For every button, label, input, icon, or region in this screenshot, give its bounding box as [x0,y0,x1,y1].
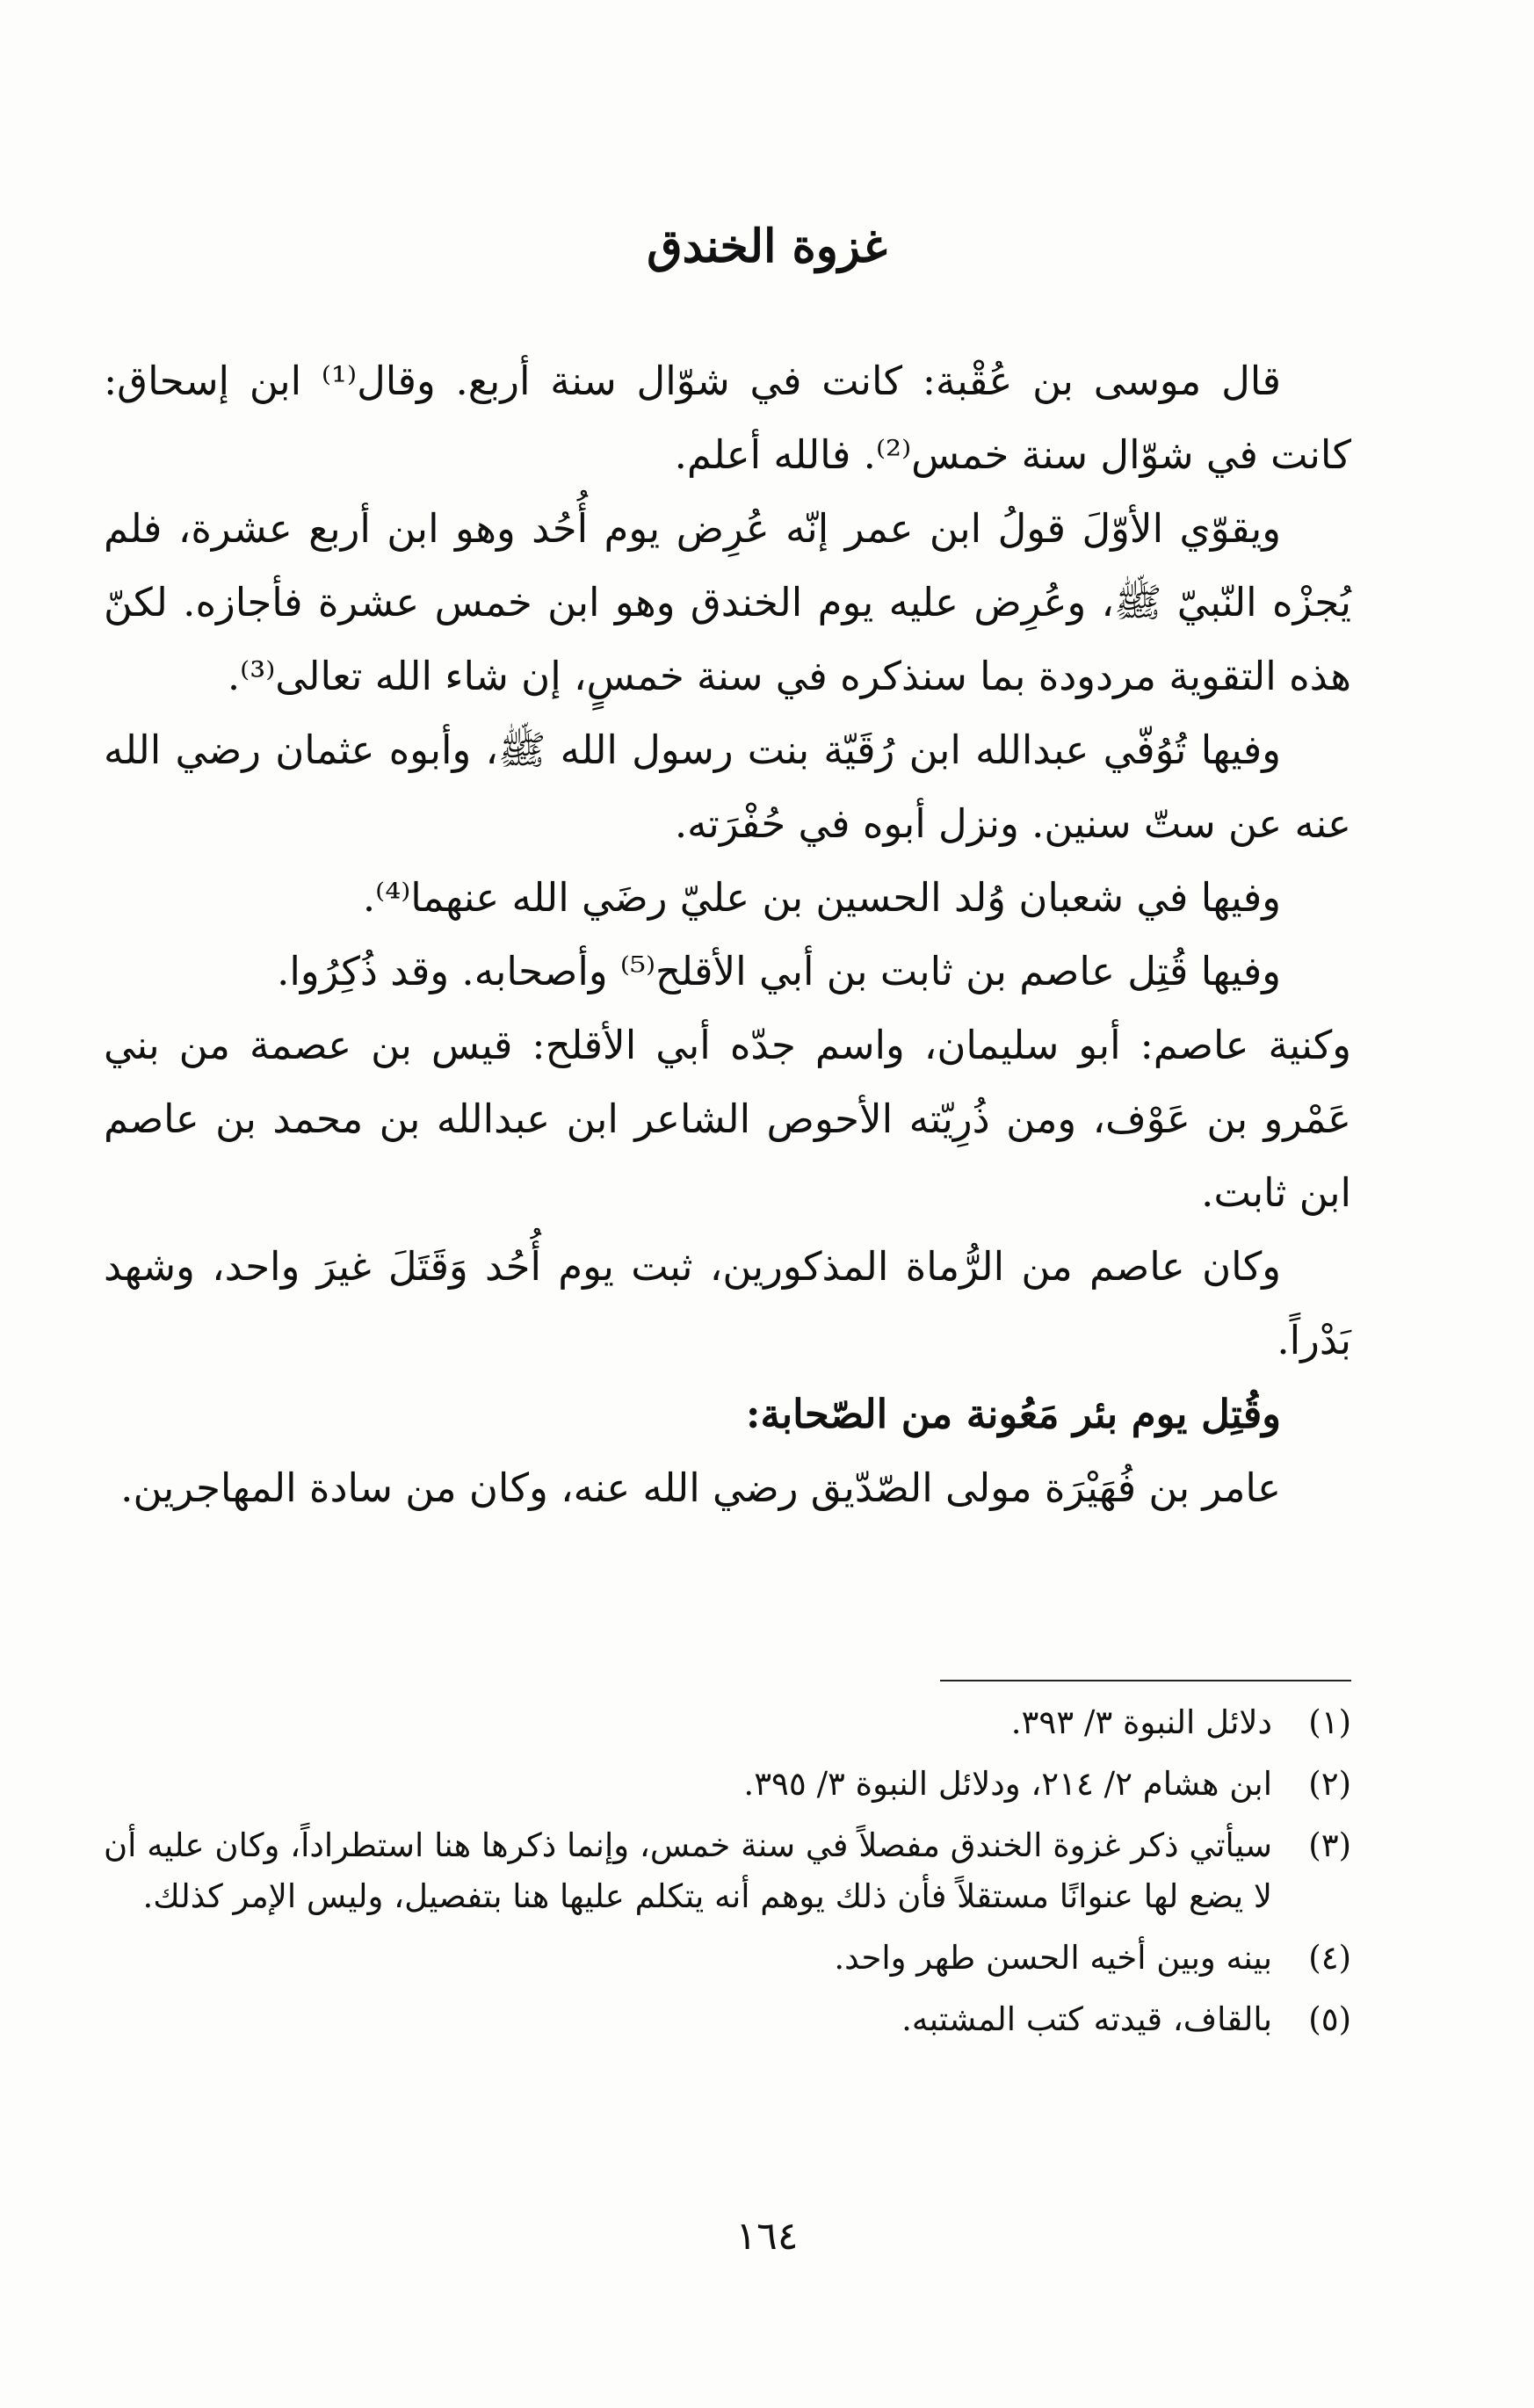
page-title: غزوة الخندق [647,220,887,273]
paragraph-death-abdullah: وفيها تُوُفّي عبدالله ابن رُقَيّة بنت رسول الله ﷺ، وأبوه عثمان رضي الله عنه عن ستّ سنين. ونزل أبوه في حُفْرَته. [104,727,1351,847]
footnote-item [104,1994,1351,2045]
footnote-number: (٢) [1308,1765,1351,1803]
footnote-text: بينه وبين أخيه الحسن طهر واحد. [834,1939,1272,1977]
footnote-item [104,1759,1351,1810]
footnote-item [104,1933,1351,1984]
footnote-text: سيأتي ذكر غزوة الخندق مفصلاً في سنة خمس، وإنما ذكرها هنا استطراداً، وكان عليه أن لا يضع لها عنوانًا مستقلاً فأن ذلك يوهم أنه يتكلم عليها هنا بتفصيل، وليس الإمر كذلك. [104,1826,1272,1915]
footnote-number: (٥) [1308,2000,1351,2038]
page-number: ١٦٤ [735,2214,799,2259]
main-text [104,344,1351,1525]
paragraph-ibn-umar: ويقوّي الأوّلَ قولُ ابن عمر إنّه عُرِض يوم أُحُد وهو ابن أربع عشرة، فلم يُجزْه النّبيّ ﷺ، وعُرِض عليه يوم الخندق وهو ابن خمس عشرة فأجازه. لكنّ هذه التقوية مردودة بما سنذكره في سنة خمسٍ، إن شاء الله تعالى⁽³⁾. [104,505,1351,699]
footnote-number: (١) [1308,1703,1351,1741]
subheading-bir-mauna: وقُتِل يوم بئر مَعُونة من الصّحابة: [745,1391,1281,1437]
footnote-number: (٣) [1308,1826,1351,1864]
footnote-item [104,1697,1351,1748]
footnote-item [104,1820,1351,1922]
footnote-text: بالقاف، قيدته كتب المشتبه. [901,2000,1272,2038]
paragraph-killing-asim: وفيها قُتِل عاصم بن ثابت بن أبي الأقلح⁽⁵⁾ وأصحابه. وقد ذُكِرُوا. [277,948,1281,994]
footnote-text: دلائل النبوة ٣/ ٣٩٣. [1010,1703,1272,1741]
paragraph-date-of-battle: قال موسى بن عُقْبة: كانت في شوّال سنة أربع. وقال⁽¹⁾ ابن إسحاق: كانت في شوّال سنة خمس⁽²⁾. فالله أعلم. [104,358,1351,478]
footnote-text: ابن هشام ٢/ ٢١٤، ودلائل النبوة ٣/ ٣٩٥. [743,1765,1272,1803]
footnotes [104,1697,1351,2056]
footnote-divider [940,1680,1351,1681]
paragraph-asim-lineage: وكنية عاصم: أبو سليمان، واسم جدّه أبي الأقلح: قيس بن عصمة من بني عَمْرو بن عَوْف، ومن ذُرِيّته الأحوص الشاعر ابن عبدالله بن محمد بن عاصم ابن ثابت. [104,1022,1351,1216]
paragraph-amir-fuhayra: عامر بن فُهَيْرَة مولى الصّدّيق رضي الله عنه، وكان من سادة المهاجرين. [120,1464,1281,1511]
footnote-number: (٤) [1308,1939,1351,1977]
paragraph-birth-husayn: وفيها في شعبان وُلد الحسين بن عليّ رضَي الله عنهما⁽⁴⁾. [362,874,1281,921]
paragraph-asim-archer: وكان عاصم من الرُّماة المذكورين، ثبت يوم أُحُد وَقَتَلَ غيرَ واحد، وشهد بَدْراً. [104,1243,1351,1363]
